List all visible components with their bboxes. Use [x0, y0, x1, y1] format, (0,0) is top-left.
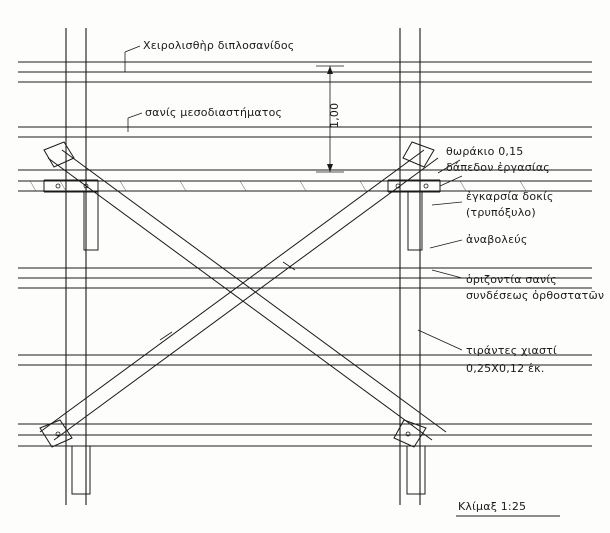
platform-deck-hatch — [30, 181, 526, 191]
label-working-platform: δάπεδον ἐργασίας — [446, 161, 550, 174]
label-midrail: σανίς μεσοδιαστήματος — [145, 106, 283, 119]
label-transverse-beam-alt: (τρυπόξυλο) — [466, 206, 536, 219]
diagonal-tick-marks — [160, 262, 295, 340]
label-brace: ἀναβολεύς — [466, 233, 528, 246]
cross-brace-up — [40, 150, 438, 440]
connection-pad-top-left — [44, 142, 98, 192]
left-base-leg — [72, 446, 90, 494]
connection-pad-bottom-right — [386, 420, 442, 447]
label-handrail: Χειρολισθὴρ διπλοσανίδος — [143, 39, 295, 52]
label-transverse-beam: ἐγκαρσία δοκίς — [466, 190, 554, 203]
right-base-leg — [407, 446, 425, 494]
label-horizontal-tie: ὁριζοντία σανίς — [466, 273, 557, 286]
midrail-boards — [18, 127, 592, 137]
connection-pad-bottom-left — [40, 420, 100, 447]
leader-lines — [125, 46, 462, 350]
bolt-marks — [56, 184, 428, 436]
label-horizontal-tie-cont: συνδέσεως ὀρθοστατῶν — [466, 289, 605, 302]
label-cross-braces: τιράντες χιαστί — [466, 344, 557, 357]
connection-pad-top-right — [388, 142, 440, 192]
base-horizontal-boards — [18, 424, 592, 446]
scale-label: Κλίμαξ 1:25 — [458, 500, 527, 513]
handrail-boards — [18, 62, 592, 82]
dimension-label-vertical: 1,00 — [328, 102, 341, 128]
label-cross-braces-size: 0,25Χ0,12 ἑκ. — [466, 362, 545, 375]
cross-brace-down — [48, 150, 446, 440]
label-toeboard: θωράκιο 0,15 — [446, 145, 524, 158]
